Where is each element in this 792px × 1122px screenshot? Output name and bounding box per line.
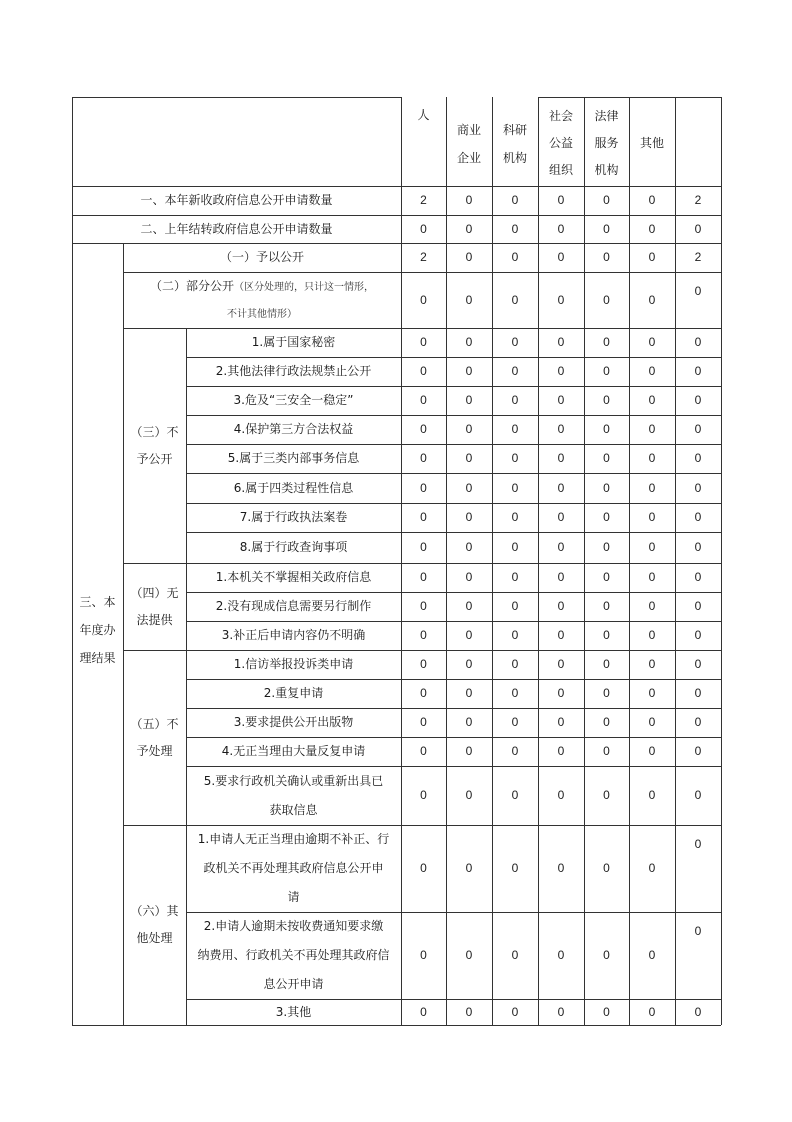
value-cell: 0	[511, 744, 519, 758]
group6-label	[123, 825, 186, 1025]
value-cell: 0	[465, 250, 473, 264]
value-cell: 0	[420, 221, 427, 236]
group2-note: （区分处理的，只计这一情形，	[234, 282, 374, 293]
group2-note-cont: 不计其他情形）	[227, 309, 297, 320]
section3-label-line: 三、本	[79, 595, 116, 609]
value-cell: 0	[511, 193, 519, 207]
value-cell: 0	[465, 451, 473, 465]
value-cell: 0	[603, 393, 610, 407]
value-cell: 0	[465, 788, 473, 802]
value-cell: 0	[648, 628, 656, 642]
value-cell: 0	[694, 540, 702, 554]
group4-item-label: 3.补正后申请内容仍不明确	[221, 628, 366, 642]
row-carried-over-label: 二、上年结转政府信息公开申请数量	[140, 221, 333, 236]
value-cell: 0	[603, 422, 610, 436]
value-cell: 0	[511, 221, 519, 236]
value-cell: 0	[420, 715, 427, 729]
group6-item-label	[186, 912, 401, 999]
value-cell: 0	[420, 510, 427, 524]
value-cell: 0	[465, 292, 473, 307]
value-cell: 0	[603, 364, 610, 378]
value-cell: 0	[694, 924, 702, 938]
value-cell: 0	[557, 570, 565, 584]
value-cell: 0	[648, 948, 656, 962]
group3-item-label: 7.属于行政执法案卷	[239, 510, 348, 524]
group6-item-label-line: 1.申请人无正当理由逾期不补正、行	[197, 832, 390, 846]
value-cell: 0	[603, 510, 610, 524]
value-cell: 0	[511, 657, 519, 671]
group3-item-label: 1.属于国家秘密	[251, 335, 336, 349]
value-cell: 0	[603, 540, 610, 554]
value-cell: 0	[420, 540, 427, 554]
group5-item-label: 4.无正当理由大量反复申请	[221, 744, 366, 758]
value-cell: 0	[603, 948, 610, 962]
value-cell: 0	[557, 250, 565, 264]
value-cell: 0	[465, 193, 473, 207]
value-cell: 0	[511, 948, 519, 962]
group3-item-label: 6.属于四类过程性信息	[233, 480, 354, 495]
header-legal-org-line: 服务	[594, 135, 619, 150]
value-cell: 0	[694, 480, 702, 495]
header-other-line: 其他	[639, 135, 664, 150]
value-cell: 0	[465, 686, 473, 700]
value-cell: 0	[465, 540, 473, 554]
value-cell: 0	[648, 451, 656, 465]
value-cell: 0	[465, 480, 473, 495]
value-cell: 0	[603, 599, 610, 613]
value-cell: 0	[420, 364, 427, 378]
header-research-line: 科研	[502, 123, 527, 137]
value-cell: 2	[694, 193, 702, 207]
group3-label	[123, 328, 186, 563]
value-cell: 0	[694, 221, 702, 236]
value-cell: 0	[603, 715, 610, 729]
value-cell: 0	[557, 335, 565, 349]
value-cell: 0	[603, 744, 610, 758]
value-cell: 0	[694, 510, 702, 524]
group6-item-label-line: 2.申请人逾期未按收费通知要求缴	[203, 919, 384, 933]
header-legal-org-line: 法律	[594, 108, 619, 123]
header-research	[492, 104, 538, 184]
value-cell: 0	[420, 599, 427, 613]
group4-item-label: 1.本机关不掌握相关政府信息	[215, 570, 372, 584]
header-research-line: 机构	[502, 151, 527, 165]
header-person-line: 人	[417, 107, 430, 122]
value-cell: 0	[694, 686, 702, 700]
group5-item-label	[186, 766, 401, 825]
value-cell: 0	[511, 570, 519, 584]
header-person	[401, 100, 446, 130]
value-cell: 0	[465, 335, 473, 349]
value-cell: 0	[465, 1004, 473, 1019]
value-cell: 0	[694, 393, 702, 407]
value-cell: 0	[420, 1004, 427, 1019]
value-cell: 0	[694, 284, 702, 298]
value-cell: 0	[603, 861, 610, 875]
value-cell: 0	[603, 480, 610, 495]
value-cell: 0	[694, 335, 702, 349]
value-cell: 0	[603, 686, 610, 700]
value-cell: 0	[511, 788, 519, 802]
value-cell: 0	[511, 250, 519, 264]
value-cell: 0	[557, 599, 565, 613]
value-cell: 0	[420, 393, 427, 407]
value-cell: 0	[694, 744, 702, 758]
value-cell: 0	[557, 744, 565, 758]
table-bottom-border	[72, 1025, 721, 1026]
value-cell: 0	[603, 221, 610, 236]
section3-label	[72, 580, 123, 680]
value-cell: 0	[648, 540, 656, 554]
value-cell: 0	[694, 628, 702, 642]
value-cell: 0	[648, 599, 656, 613]
group6-item-label: 3.其他	[275, 1004, 312, 1019]
value-cell: 0	[603, 788, 610, 802]
value-cell: 0	[511, 686, 519, 700]
group6-item-label-line: 政机关不再处理其政府信息公开申	[203, 861, 384, 875]
value-cell: 0	[557, 540, 565, 554]
group5-item-label: 1.信访举报投诉类申请	[233, 657, 354, 671]
value-cell: 0	[511, 510, 519, 524]
value-cell: 0	[557, 393, 565, 407]
value-cell: 0	[603, 657, 610, 671]
value-cell: 0	[648, 861, 656, 875]
group6-item-label-line: 纳费用、行政机关不再处理其政府信	[197, 948, 390, 962]
value-cell: 0	[648, 686, 656, 700]
value-cell: 0	[648, 788, 656, 802]
group3-label-line: （三）不	[130, 424, 179, 439]
value-cell: 0	[465, 715, 473, 729]
header-business	[446, 104, 492, 184]
value-cell: 0	[603, 292, 610, 307]
value-cell: 0	[557, 451, 565, 465]
value-cell: 0	[420, 451, 427, 465]
row-new-requests-label: 一、本年新收政府信息公开申请数量	[140, 193, 333, 207]
section3-label-line: 年度办	[79, 623, 116, 637]
value-cell: 0	[465, 570, 473, 584]
group4-label	[123, 563, 186, 650]
group5-label	[123, 650, 186, 825]
value-cell: 0	[603, 451, 610, 465]
value-cell: 0	[557, 1004, 565, 1019]
column-border	[721, 97, 722, 1025]
value-cell: 0	[420, 686, 427, 700]
value-cell: 0	[557, 861, 565, 875]
value-cell: 0	[557, 510, 565, 524]
value-cell: 0	[465, 393, 473, 407]
group5-item-label: 3.要求提供公开出版物	[233, 715, 354, 729]
group2-label-line1	[150, 272, 374, 302]
value-cell: 0	[557, 364, 565, 378]
value-cell: 0	[648, 422, 656, 436]
group6-label-line: （六）其	[130, 904, 179, 918]
value-cell: 0	[694, 451, 702, 465]
header-other	[629, 100, 675, 186]
value-cell: 0	[420, 422, 427, 436]
value-cell: 0	[557, 221, 565, 236]
value-cell: 0	[557, 193, 565, 207]
value-cell: 0	[420, 628, 427, 642]
group6-item-label	[186, 825, 401, 912]
value-cell: 0	[557, 480, 565, 495]
value-cell: 0	[557, 788, 565, 802]
value-cell: 0	[511, 422, 519, 436]
value-cell: 2	[420, 250, 427, 264]
value-cell: 0	[648, 744, 656, 758]
value-cell: 0	[465, 657, 473, 671]
header-business-line: 商业	[456, 123, 481, 137]
group5-item-label-line: 5.要求行政机关确认或重新出具已	[203, 773, 384, 788]
value-cell: 0	[694, 364, 702, 378]
value-cell: 0	[694, 837, 702, 851]
value-cell: 0	[420, 788, 427, 802]
value-cell: 0	[694, 570, 702, 584]
group5-item-label: 2.重复申请	[263, 686, 324, 700]
header-social-org-line: 组织	[548, 162, 573, 177]
value-cell: 0	[465, 599, 473, 613]
group6-item-label-line: 息公开申请	[263, 977, 324, 991]
value-cell: 0	[511, 480, 519, 495]
group4-item-label: 2.没有现成信息需要另行制作	[215, 599, 372, 613]
header-legal-org	[584, 100, 629, 186]
value-cell: 0	[603, 570, 610, 584]
value-cell: 0	[648, 715, 656, 729]
value-cell: 2	[420, 193, 427, 207]
value-cell: 0	[511, 364, 519, 378]
group6-label-line: 他处理	[136, 931, 173, 945]
value-cell: 0	[511, 393, 519, 407]
value-cell: 0	[465, 510, 473, 524]
value-cell: 0	[648, 570, 656, 584]
value-cell: 0	[694, 715, 702, 729]
value-cell: 0	[648, 250, 656, 264]
value-cell: 0	[557, 628, 565, 642]
value-cell: 0	[557, 422, 565, 436]
value-cell: 0	[511, 715, 519, 729]
value-cell: 0	[420, 657, 427, 671]
value-cell: 0	[465, 861, 473, 875]
value-cell: 0	[511, 861, 519, 875]
section3-label-line: 理结果	[79, 651, 116, 665]
value-cell: 0	[420, 744, 427, 758]
header-legal-org-line: 机构	[594, 162, 619, 177]
group2-label	[123, 272, 401, 328]
group3-item-label: 4.保护第三方合法权益	[233, 422, 354, 436]
group5-label-line: 予处理	[136, 743, 173, 758]
value-cell: 0	[694, 422, 702, 436]
value-cell: 0	[511, 335, 519, 349]
header-social-org	[538, 100, 584, 186]
value-cell: 0	[511, 599, 519, 613]
value-cell: 0	[465, 628, 473, 642]
value-cell: 0	[648, 393, 656, 407]
value-cell: 0	[648, 657, 656, 671]
value-cell: 0	[648, 193, 656, 207]
value-cell: 0	[648, 510, 656, 524]
value-cell: 0	[557, 715, 565, 729]
value-cell: 0	[420, 948, 427, 962]
value-cell: 0	[694, 657, 702, 671]
value-cell: 0	[603, 628, 610, 642]
value-cell: 0	[511, 540, 519, 554]
group4-label-line: （四）无	[130, 585, 179, 600]
table-top-border	[72, 97, 401, 98]
value-cell: 0	[648, 364, 656, 378]
value-cell: 0	[420, 861, 427, 875]
value-cell: 0	[511, 628, 519, 642]
value-cell: 0	[603, 1004, 610, 1019]
value-cell: 0	[420, 480, 427, 495]
value-cell: 0	[557, 292, 565, 307]
group4-label-line: 法提供	[136, 612, 173, 627]
value-cell: 0	[648, 480, 656, 495]
value-cell: 0	[648, 292, 656, 307]
group3-item-label: 2.其他法律行政法规禁止公开	[215, 364, 372, 378]
value-cell: 0	[465, 364, 473, 378]
group6-item-label-line: 请	[287, 890, 300, 904]
group1-label: （一）予以公开	[219, 250, 304, 264]
group3-item-label: 3.危及“三安全一稳定”	[233, 393, 354, 407]
group2-main: （二）部分公开	[149, 279, 234, 293]
value-cell: 0	[465, 422, 473, 436]
group3-label-line: 予公开	[136, 451, 173, 466]
value-cell: 0	[420, 292, 427, 307]
group3-item-label: 5.属于三类内部事务信息	[227, 451, 360, 465]
value-cell: 0	[694, 599, 702, 613]
value-cell: 0	[648, 1004, 656, 1019]
value-cell: 0	[420, 335, 427, 349]
value-cell: 0	[465, 744, 473, 758]
value-cell: 0	[511, 292, 519, 307]
value-cell: 0	[465, 948, 473, 962]
header-business-line: 企业	[456, 151, 481, 165]
group3-item-label: 8.属于行政查询事项	[239, 540, 348, 554]
value-cell: 0	[511, 1004, 519, 1019]
group5-label-line: （五）不	[130, 716, 179, 731]
value-cell: 0	[648, 335, 656, 349]
value-cell: 0	[603, 193, 610, 207]
header-social-org-line: 公益	[548, 135, 573, 150]
value-cell: 2	[694, 250, 702, 264]
value-cell: 0	[420, 570, 427, 584]
value-cell: 0	[694, 1004, 702, 1019]
header-social-org-line: 社会	[548, 108, 573, 123]
group5-item-label-line: 获取信息	[269, 802, 318, 817]
value-cell: 0	[557, 686, 565, 700]
value-cell: 0	[603, 335, 610, 349]
value-cell: 0	[557, 657, 565, 671]
value-cell: 0	[648, 221, 656, 236]
value-cell: 0	[694, 788, 702, 802]
value-cell: 0	[603, 250, 610, 264]
value-cell: 0	[465, 221, 473, 236]
value-cell: 0	[511, 451, 519, 465]
value-cell: 0	[557, 948, 565, 962]
